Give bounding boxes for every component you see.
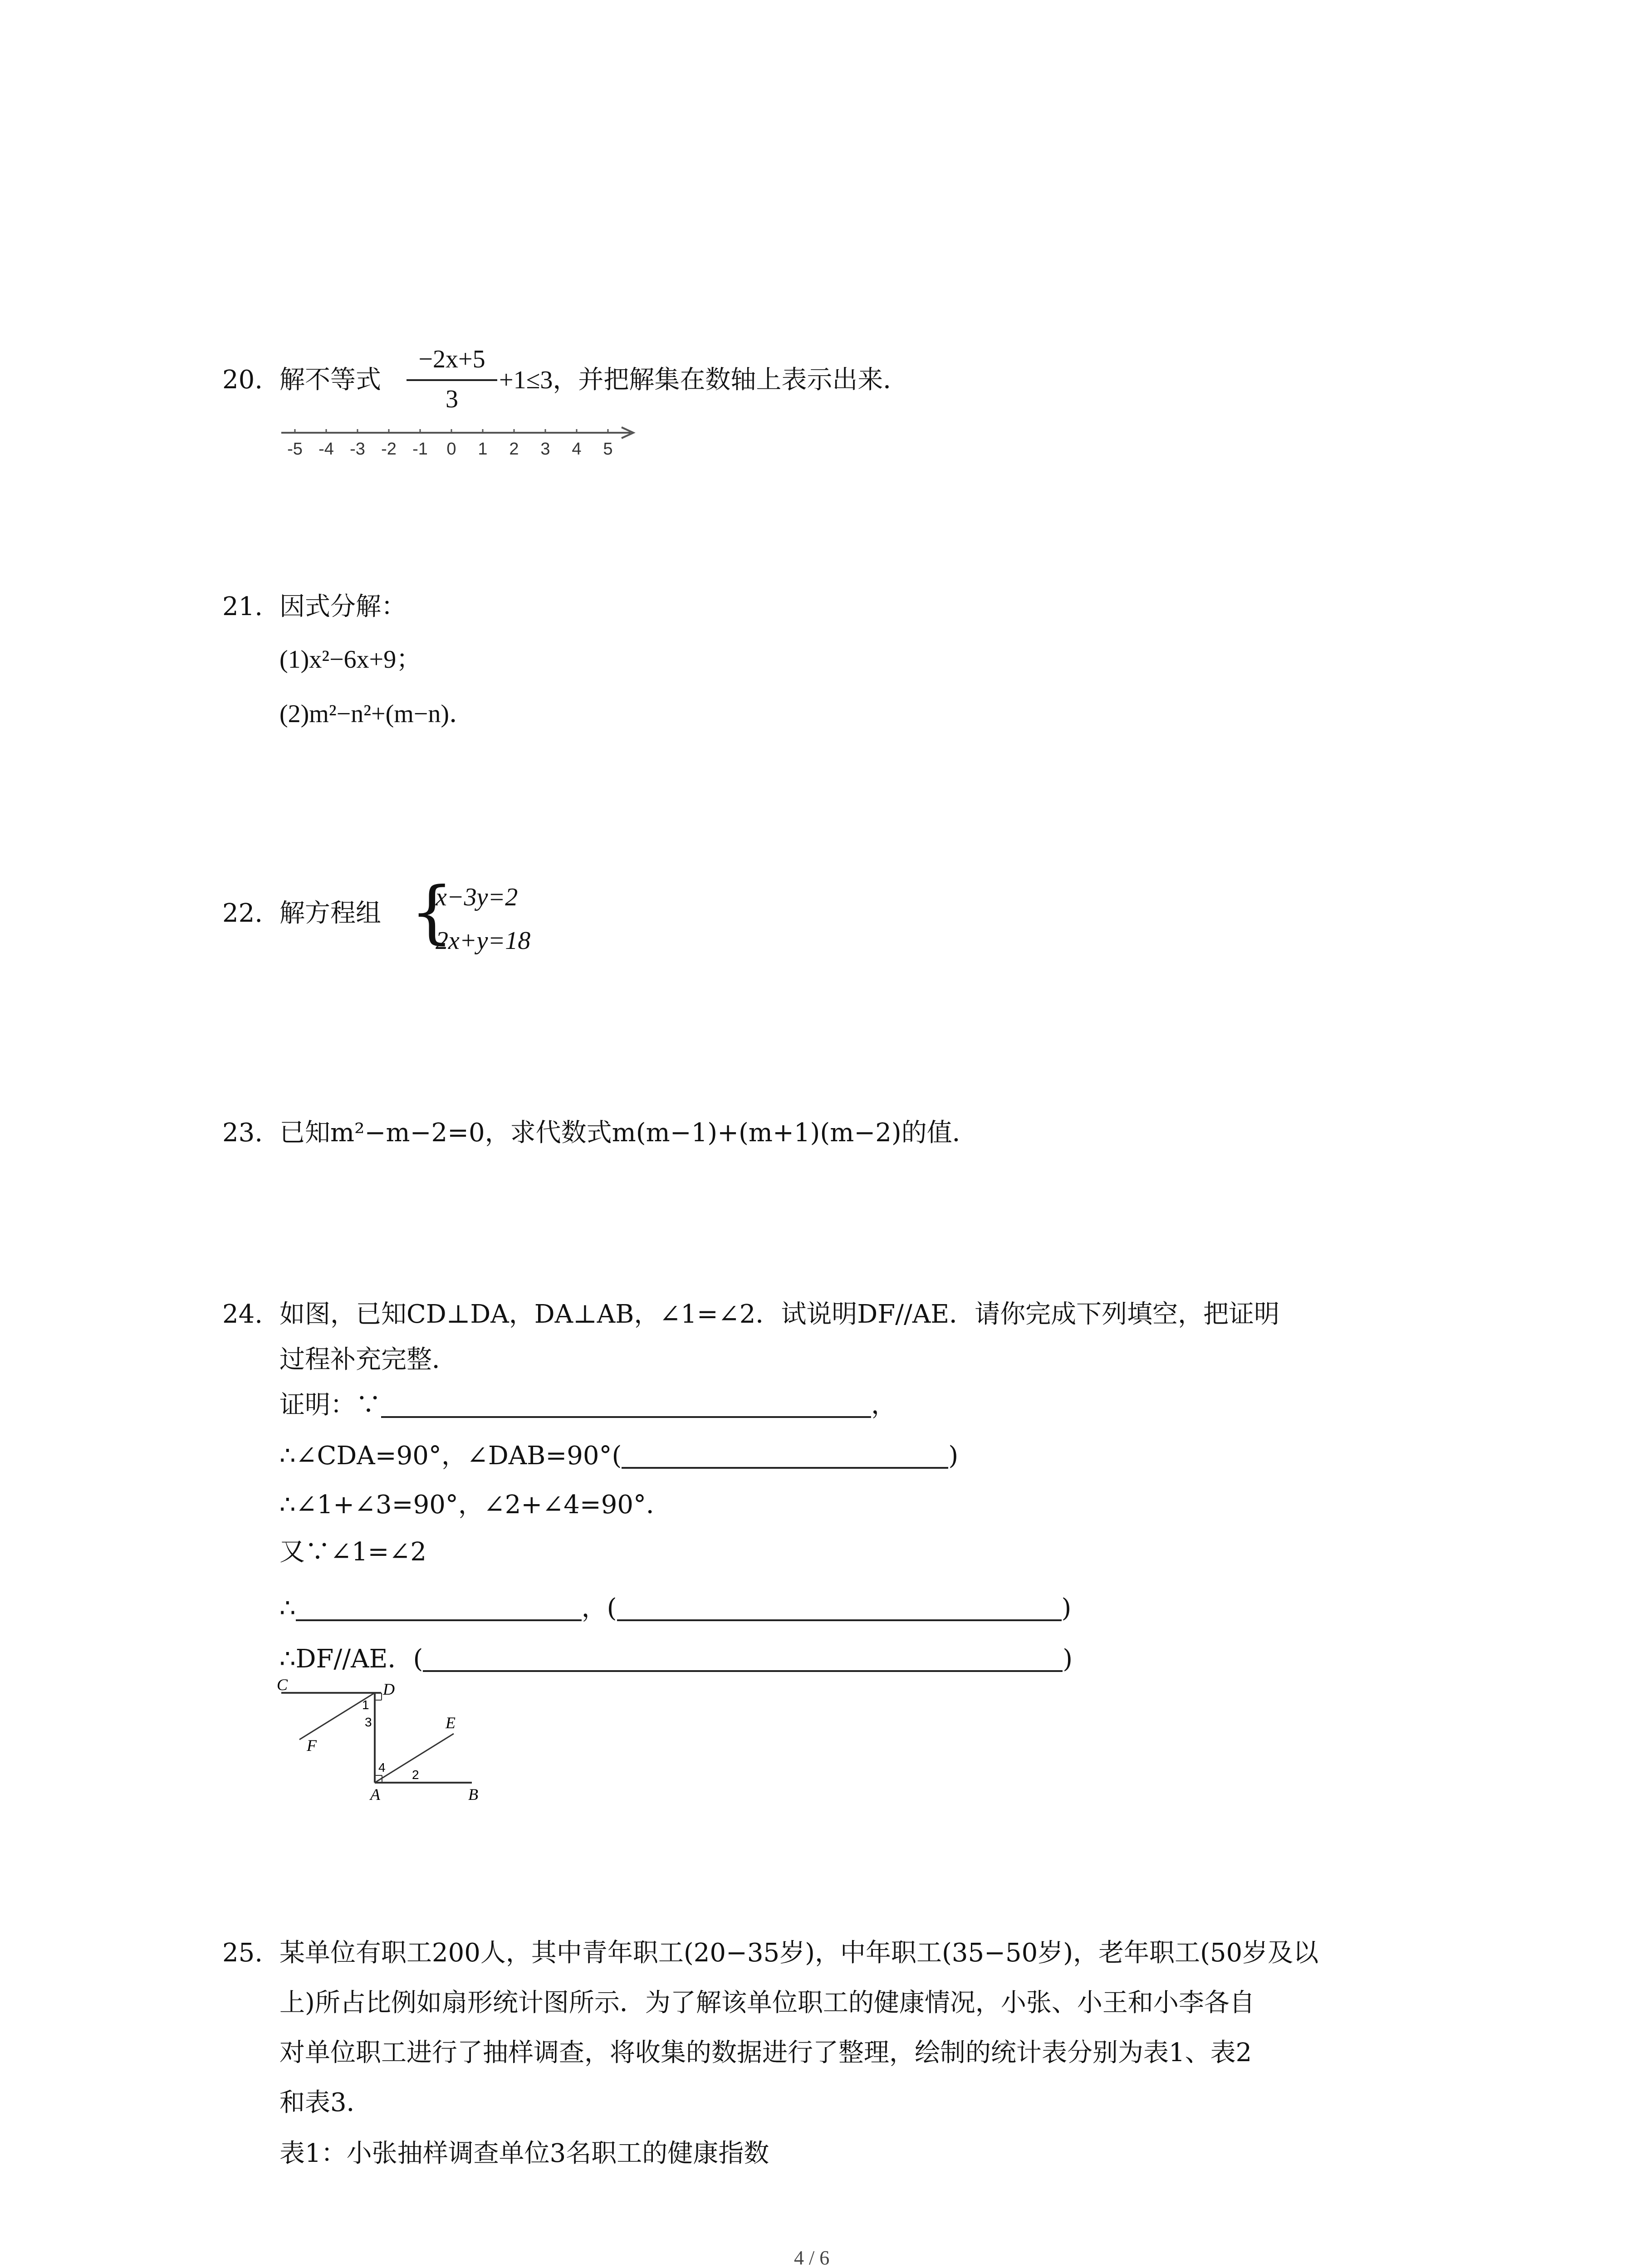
- proof1-pre: 证明：∵: [279, 1390, 381, 1420]
- q23-text: 已知m²−m−2=0，求代数式m(m−1)+(m+1)(m−2)的值．: [279, 1118, 978, 1148]
- proof6-post: ): [1063, 1644, 1073, 1674]
- q25-line4: 和表3．: [279, 2088, 372, 2117]
- q25-number: 25.: [222, 1938, 263, 1968]
- number-line-tick-label: 0: [446, 440, 456, 459]
- proof-line-6: [279, 1642, 1073, 1677]
- proof1-blank[interactable]: [381, 1389, 871, 1418]
- q24-number: 24.: [222, 1300, 263, 1329]
- q22-eq1: x−3y=2: [436, 883, 518, 911]
- q21-part2: (2)m²−n²+(m−n)．: [279, 700, 475, 728]
- q25-line3: 对单位职工进行了抽样调查，将收集的数据进行了整理，绘制的统计表分别为表1、表2: [279, 2038, 1252, 2068]
- q23-number: 23.: [222, 1118, 263, 1148]
- proof5-mid: ，(: [581, 1593, 617, 1623]
- q20-post: +1≤3，并把解集在数轴上表示出来．: [499, 366, 909, 394]
- proof6-blank[interactable]: [423, 1643, 1063, 1672]
- proof2-blank[interactable]: [622, 1440, 948, 1469]
- number-line: [272, 417, 644, 467]
- proof5-blank-b[interactable]: [617, 1592, 1062, 1621]
- proof2-post: ): [948, 1441, 959, 1471]
- proof5-blank-a[interactable]: [296, 1592, 582, 1621]
- q21-number: 21.: [222, 592, 263, 621]
- label-F: F: [307, 1736, 317, 1755]
- number-line-tick-label: -4: [318, 440, 334, 459]
- geometry-figure: [268, 1678, 504, 1805]
- angle-1: 1: [362, 1698, 369, 1712]
- q25-line5: 表1：小张抽样调查单位3名职工的健康指数: [279, 2139, 769, 2168]
- label-C: C: [277, 1678, 288, 1694]
- q20-number: 20.: [222, 365, 263, 395]
- proof2-pre: ∴∠CDA=90°，∠DAB=90°(: [279, 1441, 622, 1471]
- label-E: E: [446, 1714, 456, 1732]
- angle-4: 4: [378, 1760, 386, 1774]
- number-line-tick-label: -5: [287, 440, 303, 459]
- number-line-tick-label: 4: [572, 440, 582, 459]
- proof5-post: ): [1061, 1593, 1072, 1623]
- q21-title: 因式分解：: [279, 592, 407, 621]
- q20-denominator: 3: [446, 385, 458, 413]
- angle-2: 2: [412, 1768, 419, 1782]
- angle-3: 3: [365, 1715, 372, 1729]
- proof1-post: ，: [871, 1390, 896, 1420]
- page-number: 4 / 6: [794, 2247, 830, 2268]
- q20-fraction-bar: [407, 379, 497, 381]
- q22-brace: {: [410, 873, 454, 952]
- proof-line-4: 又∵∠1=∠2: [279, 1537, 427, 1567]
- proof-line-2: [279, 1439, 958, 1473]
- q24-line2: 过程补充完整．: [279, 1345, 457, 1374]
- number-line-tick-label: -1: [412, 440, 428, 459]
- q25-line1: 某单位有职工200人，其中青年职工(20−35岁)，中年职工(35−50岁)，老年职工(50岁及以: [279, 1938, 1319, 1968]
- q24-line1: 如图，已知CD⊥DA，DA⊥AB，∠1=∠2．试说明DF//AE．请你完成下列填空，把证明: [279, 1300, 1280, 1329]
- proof5-pre: ∴: [279, 1593, 296, 1623]
- q25-line2: 上)所占比例如扇形统计图所示．为了解该单位职工的健康情况，小张、小王和小李各自: [279, 1988, 1255, 2018]
- number-line-tick-label: -3: [350, 440, 365, 459]
- q20-numerator: −2x+5: [418, 345, 485, 373]
- proof-line-1: [279, 1388, 896, 1422]
- q22-number: 22.: [222, 899, 263, 928]
- q21-part1: (1)x²−6x+9；: [279, 645, 422, 674]
- number-line-tick-label: 3: [540, 440, 550, 459]
- proof6-pre: ∴DF//AE．(: [279, 1644, 423, 1674]
- label-D: D: [383, 1680, 395, 1698]
- proof-line-5: [279, 1591, 1071, 1626]
- proof-line-3: ∴∠1+∠3=90°，∠2+∠4=90°．: [279, 1490, 672, 1520]
- number-line-tick-label: 2: [509, 440, 519, 459]
- q22-eq2: 2x+y=18: [436, 927, 531, 955]
- number-line-tick-label: -2: [381, 440, 397, 459]
- q20-pre: 解不等式: [279, 365, 381, 395]
- label-B: B: [468, 1785, 478, 1804]
- q22-title: 解方程组: [279, 899, 381, 928]
- number-line-tick-label: 1: [478, 440, 488, 459]
- number-line-tick-label: 5: [603, 440, 613, 459]
- label-A: A: [370, 1785, 380, 1804]
